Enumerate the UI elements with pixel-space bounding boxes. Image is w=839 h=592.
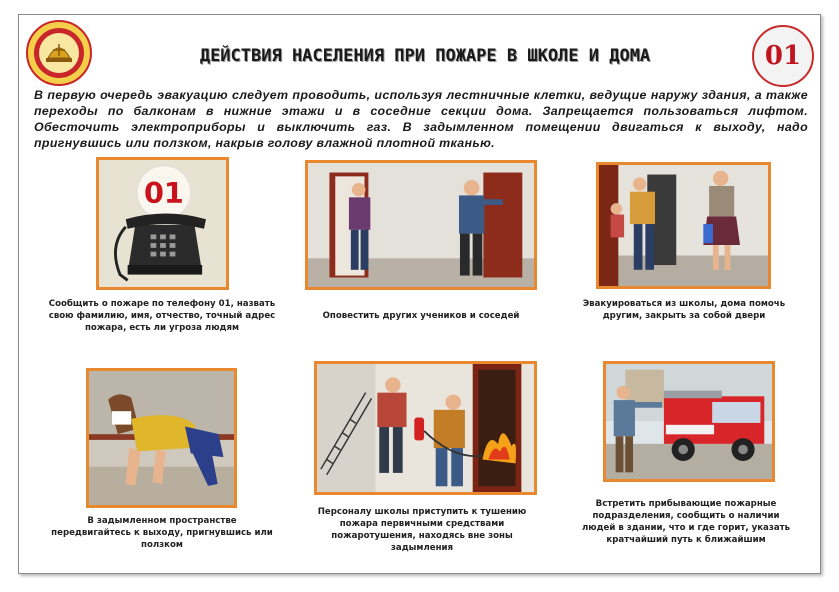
panel-1-caption: Сообщить о пожаре по телефону 01, назвать свою фамилию, имя, отчество, точный адрес пожара, есть ли угроза людям <box>48 299 276 333</box>
panel-1-image <box>96 157 229 290</box>
evacuation-icon <box>599 165 768 286</box>
panel-3-image <box>596 162 771 289</box>
panel-4-caption: В задымленном пространстве передвигайтесь к выходу, пригнувшись или ползком <box>51 516 273 550</box>
panel-3-caption: Эвакуироваться из школы, дома помочь другим, закрыть за собой двери <box>582 299 786 321</box>
page-title: ДЕЙСТВИЯ НАСЕЛЕНИЯ ПРИ ПОЖАРЕ В ШКОЛЕ И ДОМА <box>199 46 651 66</box>
panel-6-caption: Встретить прибывающие пожарные подразделения, сообщить о наличии людей в здании, что и где горит, указать кратчайший путь к ближайшим <box>581 499 791 545</box>
emergency-number-badge: 01 <box>752 25 814 87</box>
panel-2-caption: Оповестить других учеников и соседей <box>322 311 520 321</box>
telephone-icon <box>99 160 226 287</box>
intro-paragraph: В первую очередь эвакуацию следует проводить, используя лестничные клетки, ведущие наружу здания, а также переходы по балконам в нижние этажи и в соседние секции дома. Запрещается пользоваться лифтом. Обесточить электроприборы и выключить газ. В задымленном помещении двигаться к выходу, надо пригнувшись или ползком, накрыв голову влажной плотной тканью. <box>34 88 808 150</box>
fire-extinguishing-icon <box>317 364 534 492</box>
panel-6-image <box>603 361 775 482</box>
panel-2-image <box>305 160 537 290</box>
fire-truck-icon <box>606 364 772 479</box>
panel-1-number: 01 <box>144 175 184 210</box>
panel-4-image <box>86 368 237 508</box>
crawling-person-icon <box>89 371 234 505</box>
neighbors-knocking-icon <box>308 163 534 287</box>
panel-5-caption: Персоналу школы приступить к тушению пожара первичными средствами пожаротушения, находясь вне зоны задымления <box>317 507 527 553</box>
panel-5-image <box>314 361 537 495</box>
fire-service-emblem-icon <box>26 20 92 86</box>
